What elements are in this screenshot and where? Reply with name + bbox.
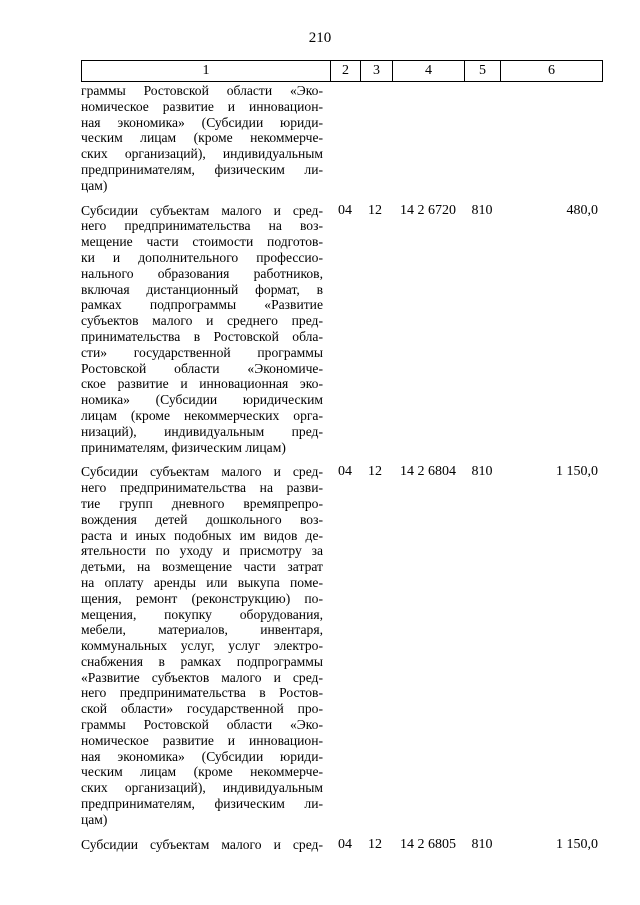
description-line: щения, ремонт (реконструкцию) по- xyxy=(81,590,323,606)
description-line: ских организаций), индивидуальным xyxy=(81,146,323,162)
description-line: граммы Ростовской области «Эко- xyxy=(81,83,323,98)
table-row xyxy=(81,837,602,853)
row-description xyxy=(81,83,323,194)
description-line: низаций), индивидуальным пред- xyxy=(81,423,323,439)
row-description xyxy=(81,837,323,853)
description-line: предпринимателям, физическим ли- xyxy=(81,161,323,177)
description-line: Субсидии субъектам малого и сред- xyxy=(81,202,323,218)
target-article-code: 14 2 6805 xyxy=(400,836,456,852)
column-header-5: 5 xyxy=(465,61,501,82)
description-line: него предпринимательства на воз- xyxy=(81,218,323,234)
description-line: Субсидии субъектам малого и сред- xyxy=(81,836,323,852)
amount-value: 480,0 xyxy=(566,202,598,218)
description-line: «Развитие субъектов малого и сред- xyxy=(81,669,323,685)
description-line: принимателям, физическим лицам) xyxy=(81,439,286,455)
description-line: номическое развитие и инновацион- xyxy=(81,98,323,114)
column-header-6: 6 xyxy=(501,61,603,82)
description-line: ческим лицам (кроме некоммерче- xyxy=(81,764,323,780)
description-line: раста и иных подобных им видов де- xyxy=(81,527,323,543)
expense-type-code: 810 xyxy=(471,836,493,852)
section-code: 04 xyxy=(338,464,352,480)
amount-value: 1 150,0 xyxy=(556,836,598,852)
column-header-row xyxy=(82,61,603,82)
description-line: цам) xyxy=(81,811,108,827)
description-line: него предпринимательства на разви- xyxy=(81,480,323,496)
description-line: тие групп дневного времяпрепро- xyxy=(81,495,323,511)
description-line: ки и дополнительного профессио- xyxy=(81,249,323,265)
description-line: мебели, материалов, инвентаря, xyxy=(81,622,323,638)
column-header-table xyxy=(81,60,603,82)
description-line: лицам (кроме некоммерческих орга- xyxy=(81,407,323,423)
expense-type-code: 810 xyxy=(471,464,493,480)
description-line: ческим лицам (кроме некоммерче- xyxy=(81,130,323,146)
description-line: рамках подпрограммы «Развитие xyxy=(81,297,323,313)
row-description xyxy=(81,203,323,456)
column-header-4: 4 xyxy=(393,61,465,82)
section-code: 04 xyxy=(338,202,352,218)
column-header-1: 1 xyxy=(82,61,331,82)
column-header-2: 2 xyxy=(331,61,361,82)
description-line: ятельности по уходу и присмотру за xyxy=(81,543,323,559)
subsection-code: 12 xyxy=(368,464,382,480)
description-line: детьми, на возмещение части затрат xyxy=(81,559,323,575)
subsection-code: 12 xyxy=(368,836,382,852)
description-line: включая дистанционный формат, в xyxy=(81,281,323,297)
description-line: вождения детей дошкольного воз- xyxy=(81,511,323,527)
expense-type-code: 810 xyxy=(471,202,493,218)
description-line: мещения, покупку оборудования, xyxy=(81,606,323,622)
description-line: нального образования работников, xyxy=(81,265,323,281)
target-article-code: 14 2 6720 xyxy=(400,202,456,218)
description-line: ских организаций), индивидуальным xyxy=(81,780,323,796)
description-line: на оплату аренды или выкупа поме- xyxy=(81,574,323,590)
target-article-code: 14 2 6804 xyxy=(400,464,456,480)
table-row xyxy=(81,83,602,194)
description-line: цам) xyxy=(81,177,108,193)
description-line: сти» государственной программы xyxy=(81,344,323,360)
description-line: номика» (Субсидии юридическим xyxy=(81,392,323,408)
table-row xyxy=(81,464,602,827)
description-line: ная экономика» (Субсидии юриди- xyxy=(81,748,323,764)
page-number: 210 xyxy=(308,30,332,46)
description-line: Ростовской области «Экономиче- xyxy=(81,360,323,376)
table-row xyxy=(81,203,602,456)
description-line: предпринимателям, физическим ли- xyxy=(81,796,323,812)
description-line: мещение части стоимости подготов- xyxy=(81,234,323,250)
description-line: субъектов малого и среднего пред- xyxy=(81,313,323,329)
column-header-3: 3 xyxy=(361,61,393,82)
description-line: принимательства в Ростовской обла- xyxy=(81,328,323,344)
description-line: ское развитие и инновационная эко- xyxy=(81,376,323,392)
description-line: Субсидии субъектам малого и сред- xyxy=(81,464,323,480)
table-body xyxy=(81,83,602,861)
description-line: номическое развитие и инновацион- xyxy=(81,732,323,748)
row-description xyxy=(81,464,323,827)
section-code: 04 xyxy=(338,836,352,852)
description-line: ской области» государственной про- xyxy=(81,701,323,717)
description-line: него предпринимательства в Ростов- xyxy=(81,685,323,701)
description-line: коммунальных услуг, услуг электро- xyxy=(81,638,323,654)
description-line: ная экономика» (Субсидии юриди- xyxy=(81,114,323,130)
description-line: снабжения в рамках подпрограммы xyxy=(81,653,323,669)
amount-value: 1 150,0 xyxy=(556,464,598,480)
subsection-code: 12 xyxy=(368,202,382,218)
description-line: граммы Ростовской области «Эко- xyxy=(81,717,323,733)
